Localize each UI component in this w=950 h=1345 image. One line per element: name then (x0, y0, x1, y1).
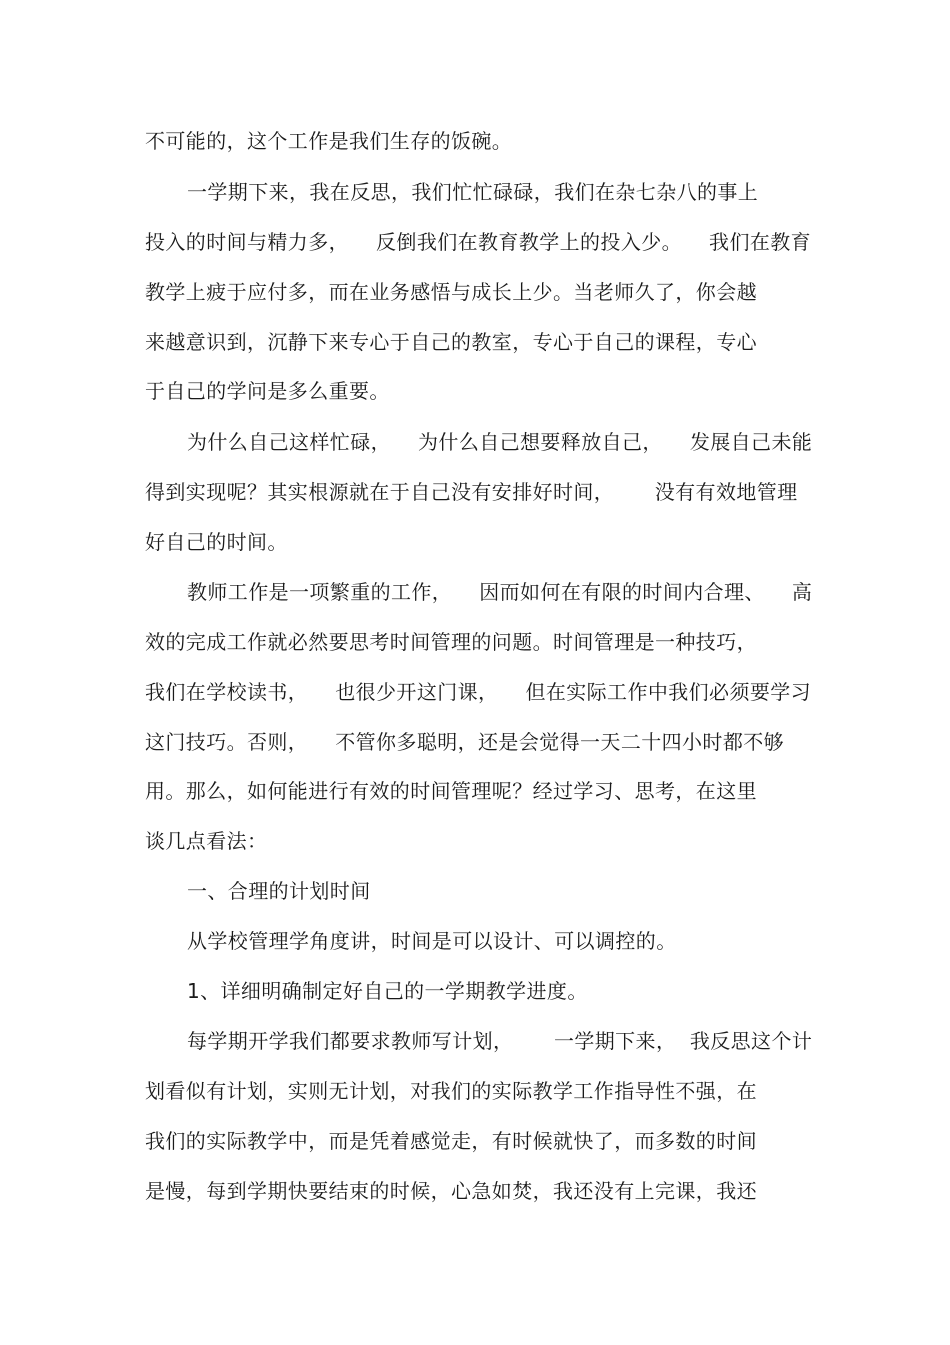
text-line: 教学上疲于应付多，而在业务感悟与成长上少。当老师久了，你会越 (145, 280, 757, 304)
text-line: 从学校管理学角度讲，时间是可以设计、可以调控的。 (187, 929, 677, 953)
text-line: 于自己的学问是多么重要。 (145, 379, 390, 403)
text-line: 好自己的时间。 (145, 530, 288, 554)
text-line: 谈几点看法： (145, 829, 268, 853)
text-line: 为什么自己这样忙碌， 为什么自己想要释放自己， 发展自己未能 (187, 430, 813, 454)
text-line: 来越意识到，沉静下来专心于自己的教室，专心于自己的课程，专心 (145, 330, 757, 354)
text-line: 教师工作是一项繁重的工作， 因而如何在有限的时间内合理、 高 (187, 580, 813, 604)
text-line: 投入的时间与精力多， 反倒我们在教育教学上的投入少。 我们在教育 (145, 230, 812, 254)
text-line: 一学期下来，我在反思，我们忙忙碌碌，我们在杂七杂八的事上 (187, 180, 759, 204)
text-line: 每学期开学我们都要求教师写计划， 一学期下来， 我反思这个计 (187, 1029, 813, 1053)
text-line: 不可能的，这个工作是我们生存的饭碗。 (145, 129, 513, 153)
text-line: 我们在学校读书， 也很少开这门课， 但在实际工作中我们必须要学习 (145, 680, 812, 704)
text-line: 我们的实际教学中，而是凭着感觉走，有时候就快了，而多数的时间 (145, 1129, 757, 1153)
text-line: 得到实现呢？其实根源就在于自己没有安排好时间， 没有有效地管理 (145, 480, 798, 504)
section-heading: 一、合理的计划时间 (187, 879, 371, 903)
text-line: 效的完成工作就必然要思考时间管理的问题。时间管理是一种技巧， (145, 630, 757, 654)
text-line: 划看似有计划，实则无计划，对我们的实际教学工作指导性不强，在 (145, 1079, 757, 1103)
text-line: 这门技巧。否则， 不管你多聪明，还是会觉得一天二十四小时都不够 (145, 730, 785, 754)
text-line: 是慢，每到学期快要结束的时候，心急如焚，我还没有上完课，我还 (145, 1179, 757, 1203)
subsection-heading: 1、详细明确制定好自己的一学期教学进度。 (187, 979, 588, 1003)
text-line: 用。那么，如何能进行有效的时间管理呢？经过学习、思考，在这里 (145, 779, 757, 803)
